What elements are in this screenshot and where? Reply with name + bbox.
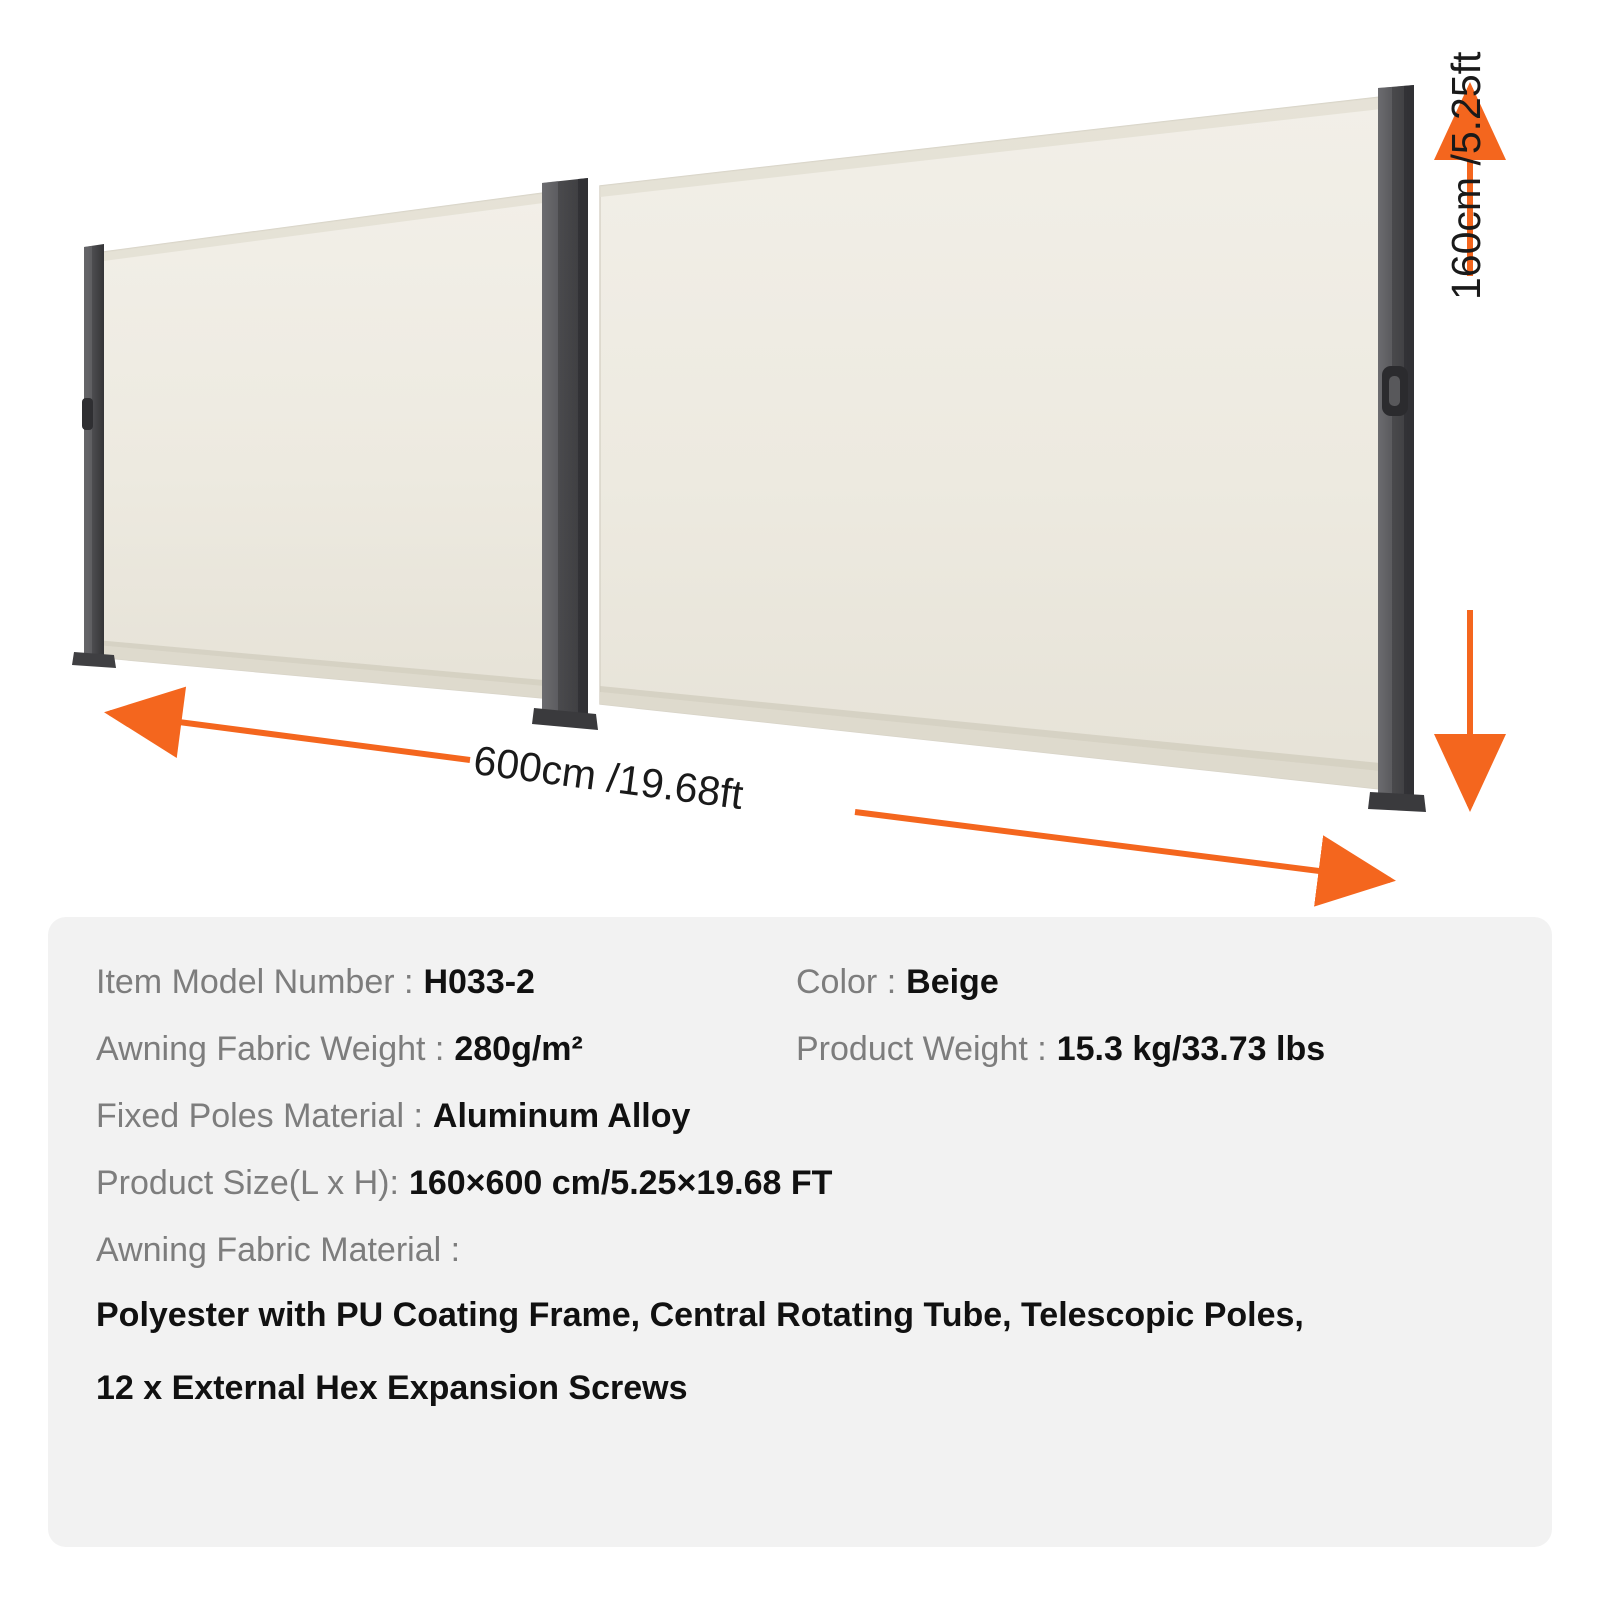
spec-item-color xyxy=(796,963,999,1002)
spec-label: Fixed Poles Material : xyxy=(96,1097,423,1135)
spec-item-product-weight xyxy=(796,1030,1325,1069)
spec-item-poles-material xyxy=(96,1097,796,1136)
spec-value-line1: Polyester with PU Coating Frame, Central Rotating Tube, Telescopic Poles, xyxy=(96,1296,1304,1334)
fabric-panel-left xyxy=(96,190,566,700)
spec-row xyxy=(96,963,1504,1002)
spec-item-fabric-weight xyxy=(96,1030,796,1069)
spec-value: Aluminum Alloy xyxy=(432,1097,691,1135)
spec-row xyxy=(96,1097,1504,1136)
spec-item-model-number xyxy=(96,963,796,1002)
spec-label: Product Weight : xyxy=(796,1030,1047,1068)
spec-value: 15.3 kg/33.73 lbs xyxy=(1056,1030,1326,1068)
fabric-panel-right xyxy=(600,96,1390,790)
spec-item-product-size xyxy=(96,1164,833,1203)
spec-row xyxy=(96,1164,1504,1203)
spec-label: Product Size(L x H): xyxy=(96,1164,399,1202)
spec-value: H033-2 xyxy=(423,963,535,1001)
spec-label: Item Model Number : xyxy=(96,963,414,1001)
spec-label: Color : xyxy=(796,963,897,1001)
spec-label: Awning Fabric Material : xyxy=(96,1231,461,1269)
height-dimension-label: 160cm /5.25ft xyxy=(1443,51,1489,300)
spec-value: 280g/m² xyxy=(454,1030,583,1068)
spec-value: Beige xyxy=(906,963,999,1001)
specification-panel xyxy=(48,917,1552,1547)
width-dimension-label: 600cm /19.68ft xyxy=(470,737,746,819)
spec-item-fabric-material xyxy=(96,1231,1504,1408)
spec-value-line2: 12 x External Hex Expansion Screws xyxy=(96,1369,688,1407)
spec-row xyxy=(96,1030,1504,1069)
spec-value: 160×600 cm/5.25×19.68 FT xyxy=(408,1164,833,1202)
spec-label: Awning Fabric Weight : xyxy=(96,1030,445,1068)
